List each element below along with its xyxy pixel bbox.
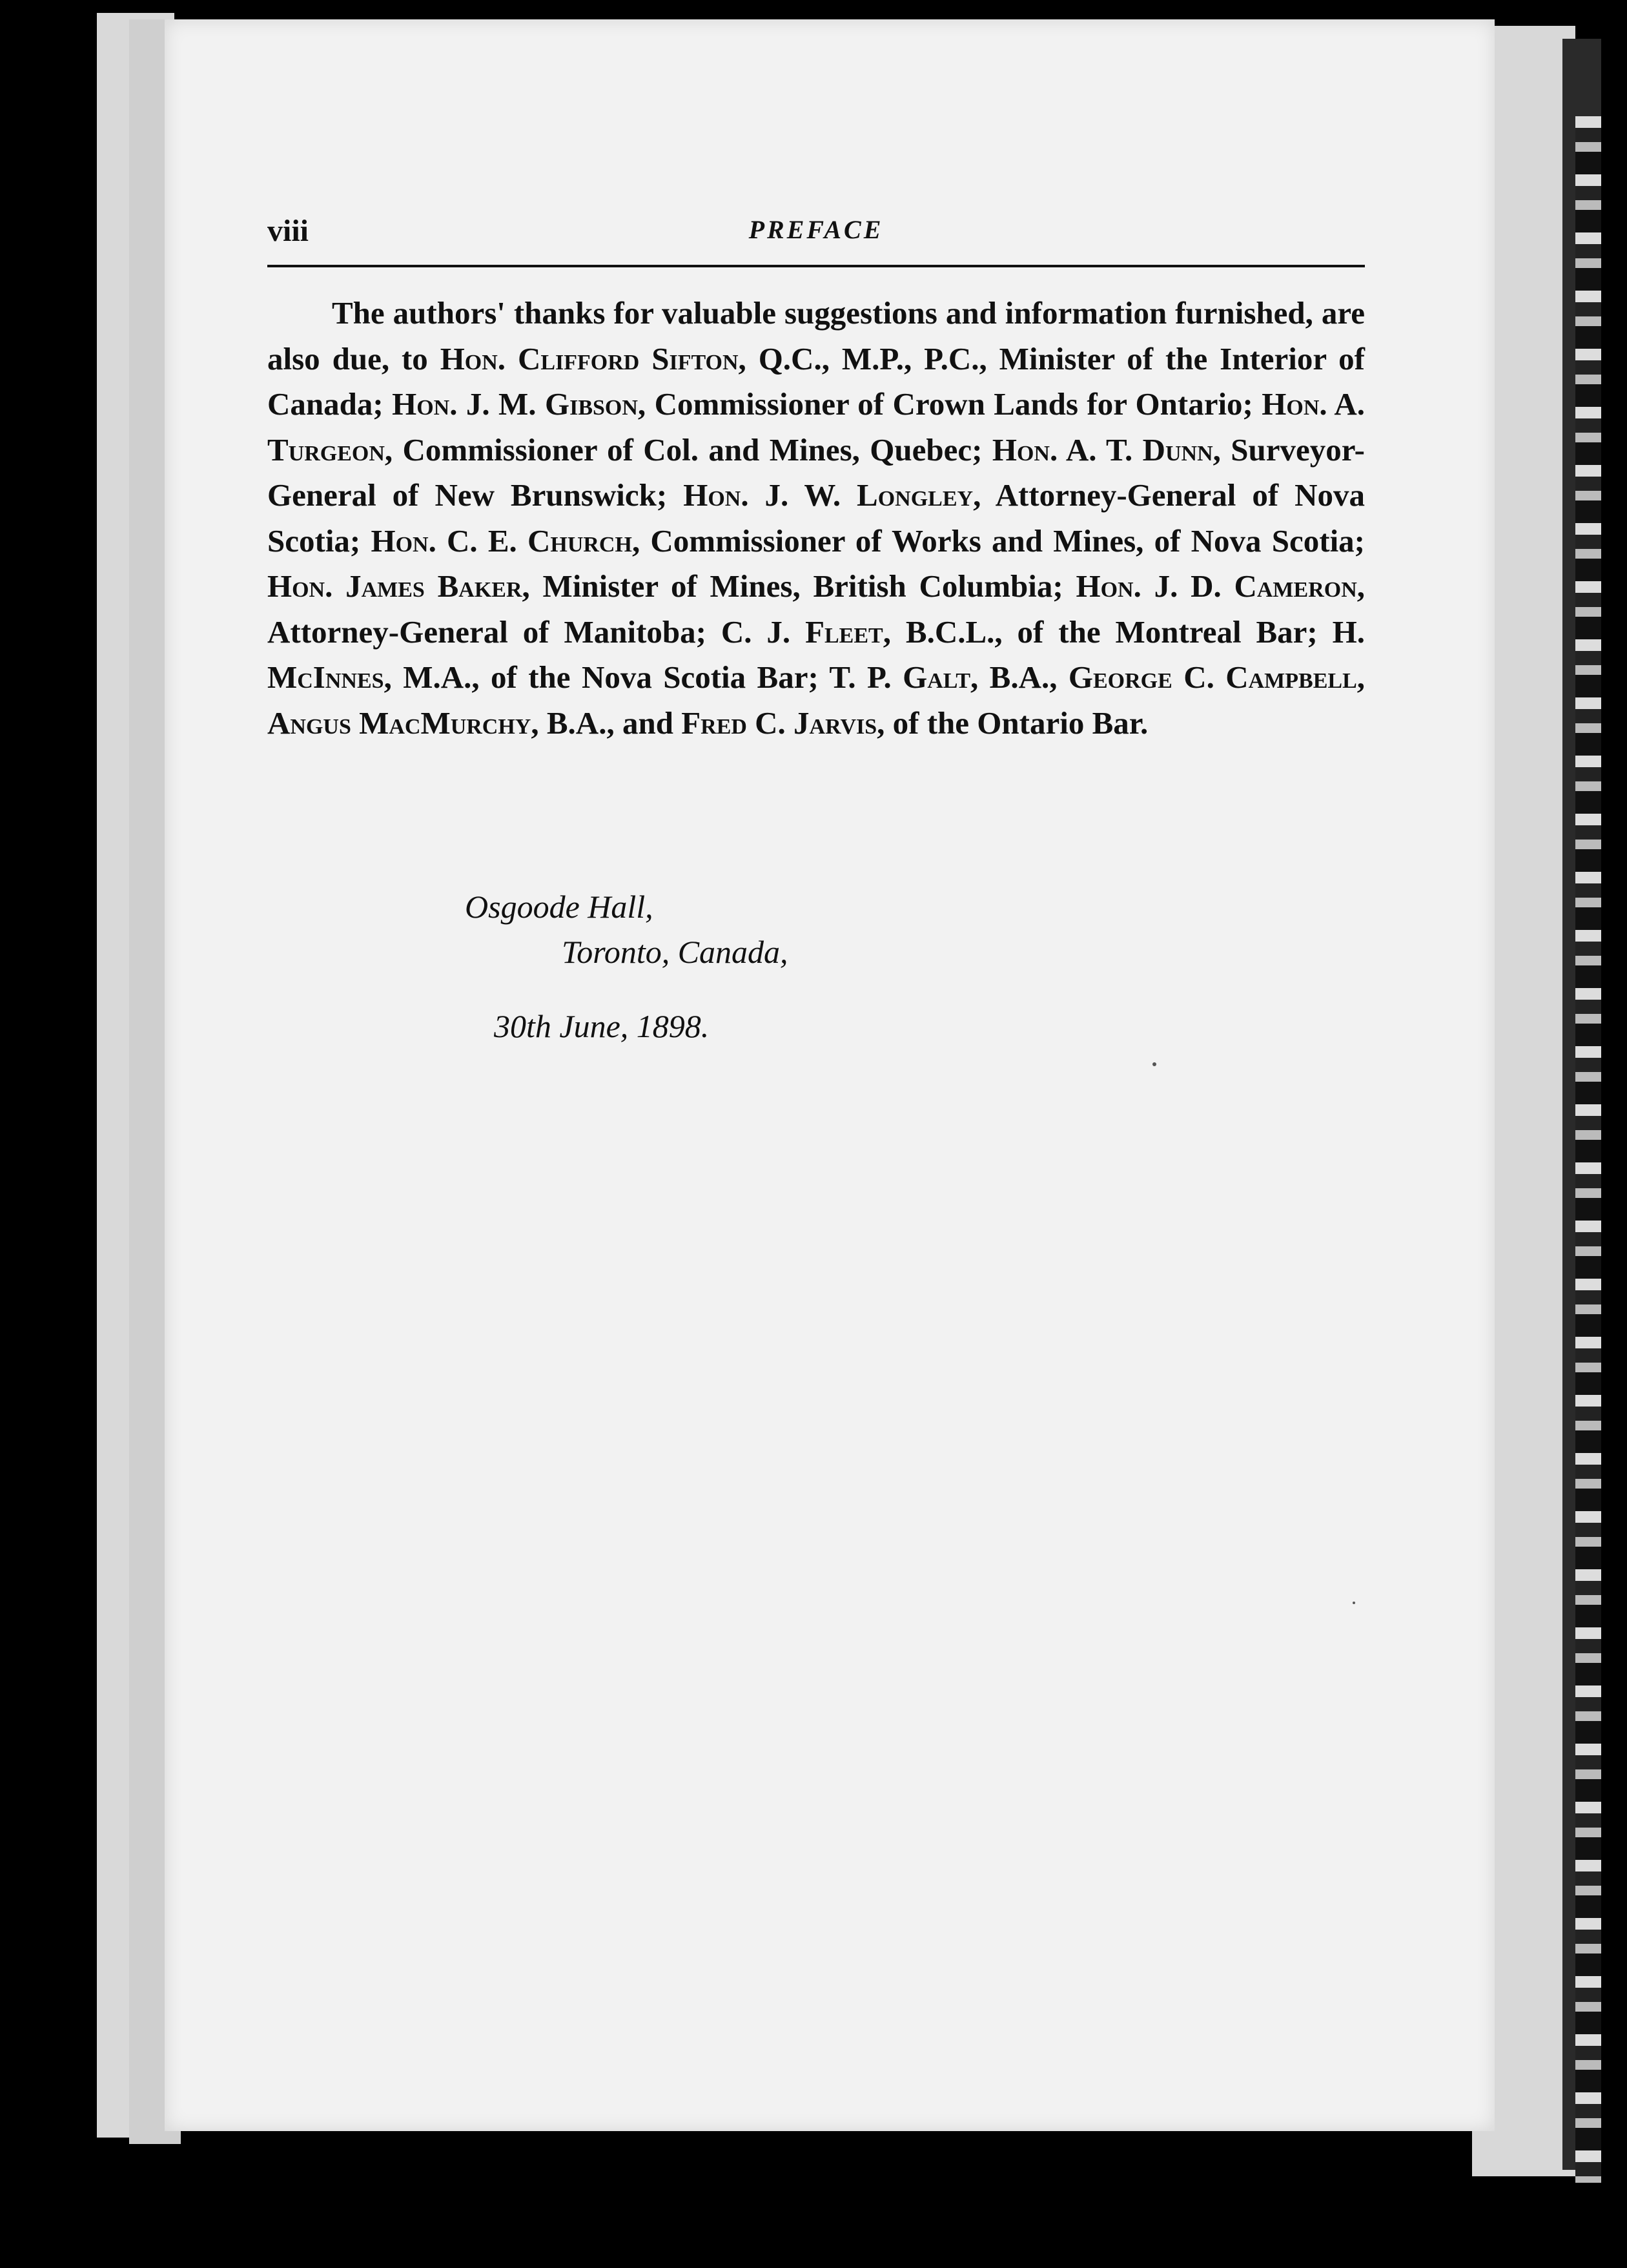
name-smallcaps: Hon. James Baker [267, 568, 522, 604]
name-smallcaps: Fleet [805, 613, 883, 650]
name-smallcaps: Hon. A. T. Dunn [992, 431, 1213, 468]
name-smallcaps: Hon. J. W. Longley [683, 477, 974, 513]
place-line-2: Toronto, Canada, [562, 934, 788, 970]
name-smallcaps: Hon. A. Turgeon [267, 386, 1365, 468]
text-run: , Q.C., M.P., P.C., Minister of the Interior of Canada; [267, 340, 1365, 422]
place-line-1: Osgoode Hall, [465, 889, 653, 925]
text-run: , Attorney-General of Nova Scotia; [267, 477, 1365, 559]
name-smallcaps: Angus MacMurchy [267, 705, 531, 741]
text-run: , B.C.L., of the Montreal Bar; H. [883, 613, 1365, 650]
name-smallcaps: George C. Campbell [1068, 659, 1357, 695]
text-run: , Commissioner of Works and Mines, of Nova Scotia; [631, 522, 1365, 559]
text-run: , B.A., [970, 659, 1069, 695]
text-run: , [1356, 659, 1366, 695]
signature-date: 30th June, 1898. [494, 1008, 710, 1044]
text-run: , Commissioner of Col. and Mines, Quebec; [384, 431, 992, 468]
speck [1152, 1062, 1156, 1066]
running-head [267, 207, 1365, 267]
name-smallcaps: Galt [903, 659, 971, 695]
text-run: , Minister of Mines, British Columbia; [522, 568, 1076, 604]
text-run: , Surveyor-General of New Brunswick; [267, 431, 1365, 513]
torn-edge-right [1575, 116, 1601, 2183]
speck [1353, 1602, 1355, 1604]
text-run: , M.A., of the Nova Scotia Bar; T. P. [384, 659, 903, 695]
name-smallcaps: Fred C. Jarvis [681, 705, 877, 741]
name-smallcaps: Hon. Clifford Sifton [440, 340, 739, 376]
text-run: , Commissioner of Crown Lands for Ontario; [637, 386, 1262, 422]
name-smallcaps: Hon. C. E. Church [371, 522, 632, 559]
text-run: , B.A., and [531, 705, 682, 741]
text-run: The authors' thanks for valuable suggestions and information furnished, are also due, to [267, 295, 1365, 376]
page-number: viii [267, 214, 309, 248]
acknowledgements-paragraph [267, 291, 1365, 746]
name-smallcaps: McInnes [267, 659, 384, 695]
name-smallcaps: Hon. J. M. Gibson [392, 386, 638, 422]
running-head-title: PREFACE [748, 215, 884, 244]
body-paragraph [267, 291, 1365, 746]
name-smallcaps: Hon. J. D. Cameron [1076, 568, 1357, 604]
text-run: , of the Ontario Bar. [877, 705, 1149, 741]
text-run: , Attorney-General of Manitoba; C. J. [267, 568, 1365, 650]
